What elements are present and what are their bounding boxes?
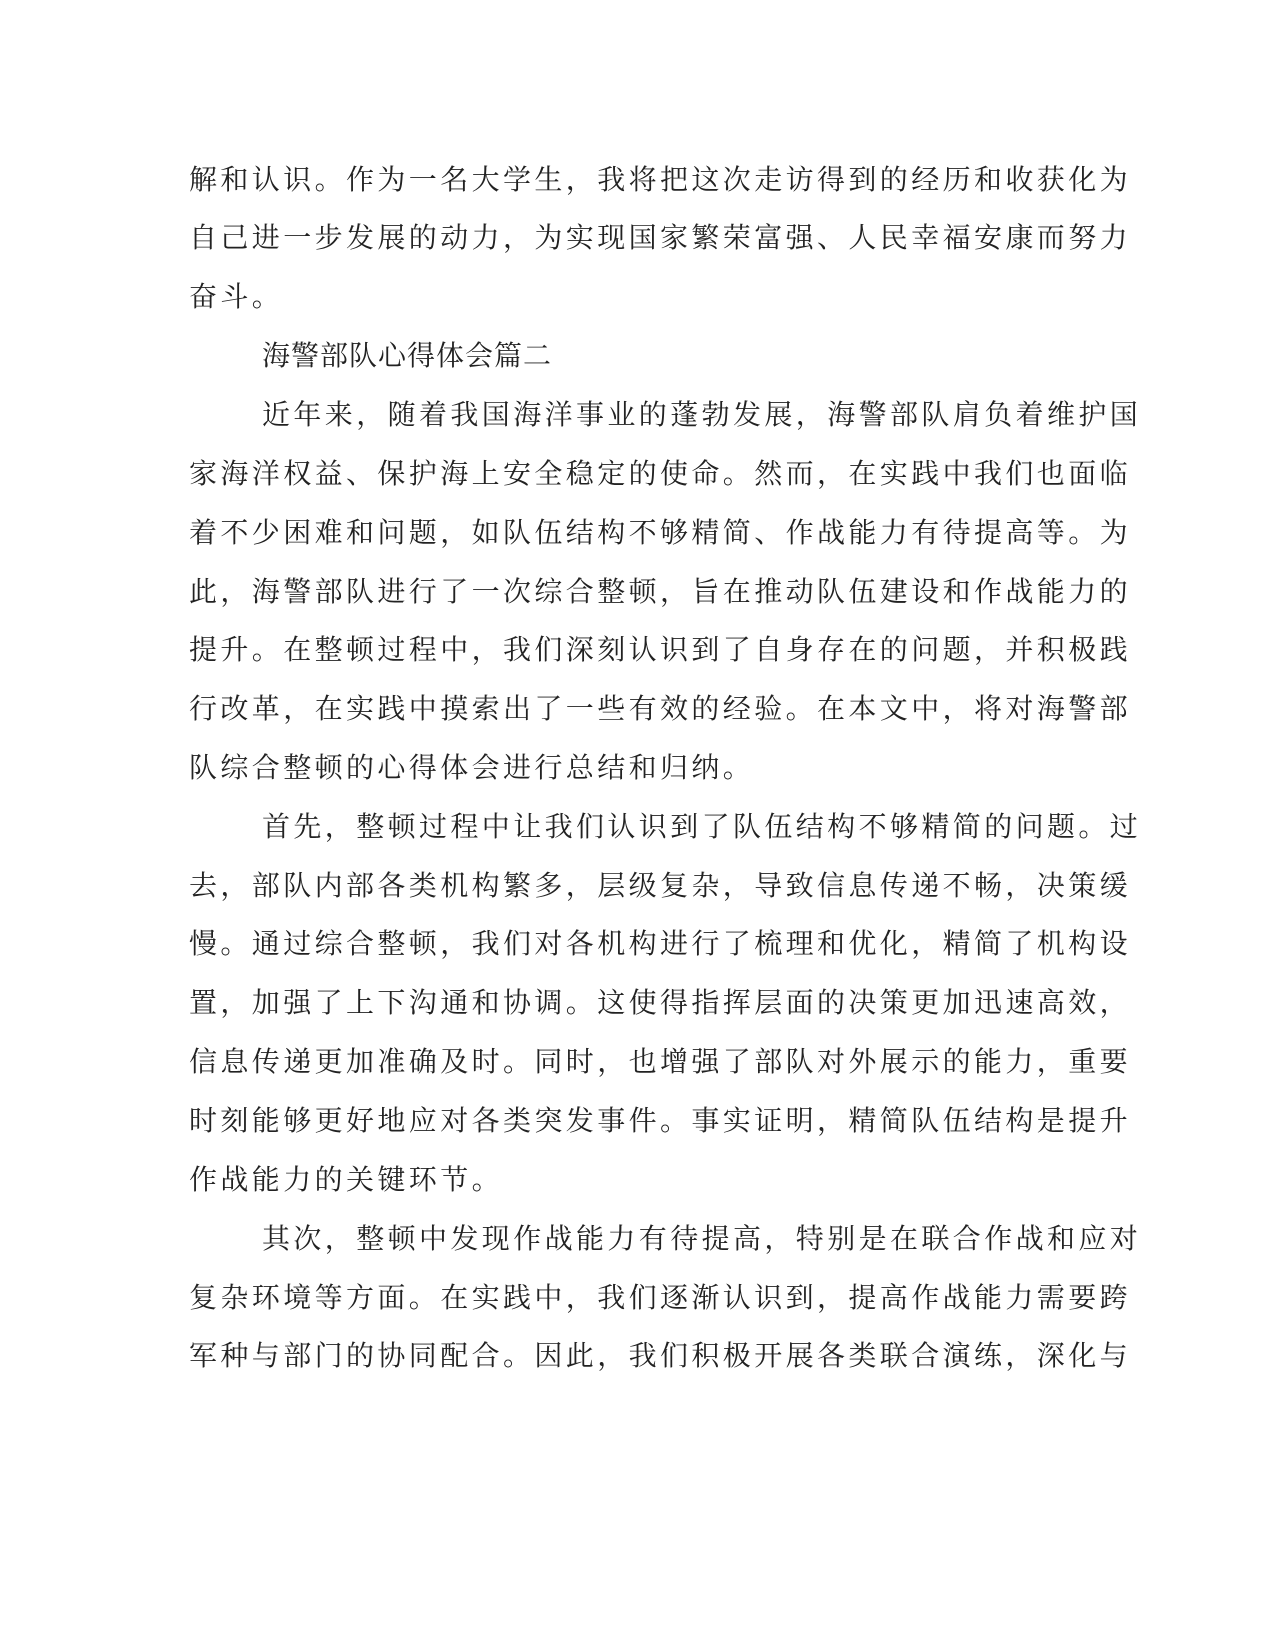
text-line: 奋斗。 — [189, 280, 284, 313]
text-line: 时刻能够更好地应对各类突发事件。事实证明，精简队伍结构是提升 — [189, 1104, 1132, 1137]
text-line: 复杂环境等方面。在实践中，我们逐渐认识到，提高作战能力需要跨 — [189, 1281, 1132, 1314]
text-line: 其次，整顿中发现作战能力有待提高，特别是在联合作战和应对 — [262, 1222, 1142, 1255]
text-line: 慢。通过综合整顿，我们对各机构进行了梳理和优化，精简了机构设 — [189, 927, 1132, 960]
text-line: 行改革，在实践中摸索出了一些有效的经验。在本文中，将对海警部 — [189, 692, 1132, 725]
text-line: 解和认识。作为一名大学生，我将把这次走访得到的经历和收获化为 — [189, 163, 1132, 196]
text-line: 去，部队内部各类机构繁多，层级复杂，导致信息传递不畅，决策缓 — [189, 869, 1132, 902]
text-line: 提升。在整顿过程中，我们深刻认识到了自身存在的问题，并积极践 — [189, 633, 1132, 666]
text-line: 军种与部门的协同配合。因此，我们积极开展各类联合演练，深化与 — [189, 1339, 1132, 1372]
text-line: 信息传递更加准确及时。同时，也增强了部队对外展示的能力，重要 — [189, 1045, 1132, 1078]
text-line: 首先，整顿过程中让我们认识到了队伍结构不够精简的问题。过 — [262, 810, 1142, 843]
text-line: 近年来，随着我国海洋事业的蓬勃发展，海警部队肩负着维护国 — [262, 398, 1142, 431]
text-line: 着不少困难和问题，如队伍结构不够精简、作战能力有待提高等。为 — [189, 516, 1132, 549]
text-line: 自己进一步发展的动力，为实现国家繁荣富强、人民幸福安康而努力 — [189, 221, 1132, 254]
text-line: 置，加强了上下沟通和协调。这使得指挥层面的决策更加迅速高效， — [189, 986, 1132, 1019]
section-title: 海警部队心得体会篇二 — [262, 339, 553, 372]
text-line: 队综合整顿的心得体会进行总结和归纳。 — [189, 751, 755, 784]
text-line: 家海洋权益、保护海上安全稳定的使命。然而，在实践中我们也面临 — [189, 457, 1132, 490]
text-line: 作战能力的关键环节。 — [189, 1163, 504, 1196]
text-line: 此，海警部队进行了一次综合整顿，旨在推动队伍建设和作战能力的 — [189, 575, 1132, 608]
